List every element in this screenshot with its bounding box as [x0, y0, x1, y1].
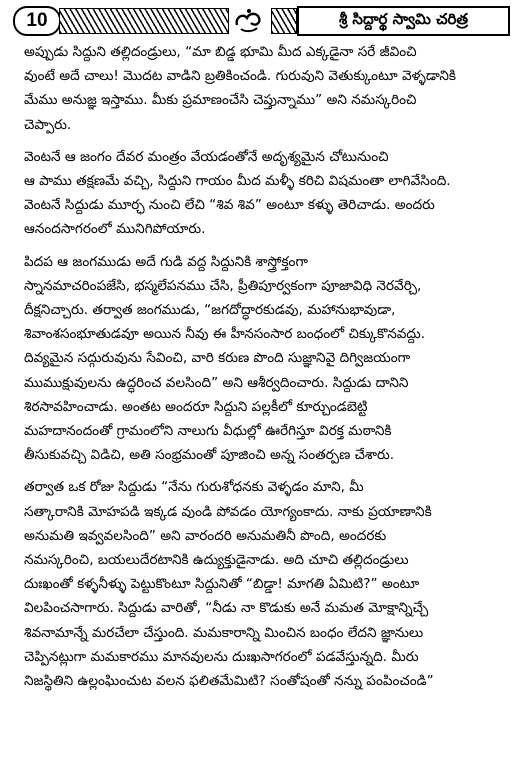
om-logo-icon: [229, 6, 269, 34]
paragraph: [24, 475, 508, 693]
text-line: అప్పుడు సిద్దుని తల్లిదండ్రులు, “మా బిడ్డ భూమి మీద ఎక్కడైనా సరే జీవించి: [24, 44, 417, 60]
text-line: దీక్షనిచ్చారు. తర్వాత జంగముడు, “జగదోద్ధారకుడవు, మహానుభావుడా,: [24, 302, 396, 319]
text-line: స్నానమాచరింపజేసి, భస్మలేపనము చేసి, ప్రీతిపూర్వకంగా పూజావిధి నెరవేర్చి,: [24, 277, 422, 294]
text-line: ఆ పాము తక్షణమే వచ్చి, సిద్దుని గాయం మీద మళ్ళీ కరిచి విషమంతా లాగివేసింది.: [24, 173, 451, 190]
text-line: విలపించసాగారు. సిద్దుడు వారితో, “నీడు నా కొడుకు అనే మమత మోక్షాన్నిచ్చే: [24, 600, 429, 617]
paragraph: [24, 145, 508, 242]
text-line: నమస్కరించి, బయలుదేరటానికి ఉద్యుక్తుడైనాడు. అది చూచి తల్లిదండ్రులు: [24, 552, 409, 569]
text-line: ముముక్షువులను ఉద్ధరించ వలసింది” అని ఆశీర్వదించారు. సిద్దుడు దానిని: [24, 374, 409, 391]
page-number: 10: [13, 6, 61, 36]
text-line: వెంటనే సిద్దుడు మూర్ఛ నుంచి లేచి “శివ శివ” అంటూ కళ్ళు తెరిచాడు. అందరు: [24, 197, 435, 214]
text-line: శివాంశసంభూతుడవూ అయిన నీవు ఈ హీనసంసార బంధంలో చిక్కుకొనవద్దు.: [24, 326, 426, 343]
decorative-hatch-band-small: [271, 8, 297, 34]
running-title: శ్రీ సిద్దార్థ స్వామి చరిత్ర: [297, 6, 510, 36]
text-line: చెప్పినట్లుగా మమకారము మానవులను దుఃఖసాగరంలో పడవేస్తున్నది. మీరు: [24, 648, 419, 665]
paragraph: [24, 250, 508, 468]
text-line: మహదానందంతో గ్రామంలోని నాలుగు వీధుల్లో ఊరేగిస్తూ విరక్త మఠానికి: [24, 423, 392, 440]
text-line: వెంటనే ఆ జంగం దేవర మంత్రం వేయడంతోనే అదృశ్యమైన చోటునుంచి: [24, 148, 389, 165]
text-line: తర్వాత ఒక రోజు సిద్దుడు “నేను గురుశోధనకు వెళ్ళడం మాని, మీ: [24, 479, 364, 496]
text-line: సత్కారానికి మోహపడి ఇక్కడ వుండి పోవడం యోగ్యంకాదు. నాకు ప్రయాణానికి: [24, 503, 432, 520]
text-line: అనుమతి ఇవ్వవలసింది” అని వారందరి అనుమతినీ పొంది, అందరకు: [24, 527, 387, 544]
text-line: దుఃఖంతో కళ్ళనీళ్ళు పెట్టుకొంటూ సిద్దునితో “బిడ్డా! మాగతి ఏమిటి?” అంటూ: [24, 576, 420, 593]
text-line: మేము అనుజ్ఞ ఇస్తాము. మీకు ప్రమాణంచేసి చెప్తున్నాము” అని నమస్కరించి: [24, 92, 417, 109]
paragraph: [24, 40, 508, 137]
decorative-hatch-band: [59, 8, 229, 34]
text-line: శివనామాన్నే మరచేలా చేస్తుంది. మమకారాన్ని మించిన బంధం లేదని జ్ఞానులు: [24, 624, 424, 641]
text-line: తీసుకువచ్చి విడిచి, అతి సంభ్రమంతో పూజించి అన్న సంతర్పణ చేశారు.: [24, 447, 395, 464]
text-line: దివ్యమైన సద్గురువును సేవించి, వారి కరుణ పొంది సుజ్ఞానివై దిగ్విజయంగా: [24, 350, 411, 367]
text-line: నిజస్థితిని ఉల్లంఘించుట వలన ఫలితమేమిటి? సంతోషంతో నన్ను పంపించండి”: [24, 673, 434, 690]
text-line: శిరసావహించాడు. అంతట అందరూ సిద్దుని పల్లకీలో కూర్చుండబెట్టి: [24, 398, 368, 415]
text-line: వుంటే అదే చాలు! మొదట వాడిని బ్రతికించండి. గురువుని వెతుక్కుంటూ వెళ్ళడానికి: [24, 68, 456, 85]
text-line: పిదప ఆ జంగముడు అదే గుడి వద్ద సిద్దునికి శాస్త్రోక్తంగా: [24, 253, 308, 270]
page-header: [13, 6, 510, 34]
text-line: చెప్పారు.: [24, 116, 72, 133]
body-text: [24, 40, 508, 693]
text-line: ఆనందసాగరంలో మునిగిపోయారు.: [24, 221, 206, 238]
